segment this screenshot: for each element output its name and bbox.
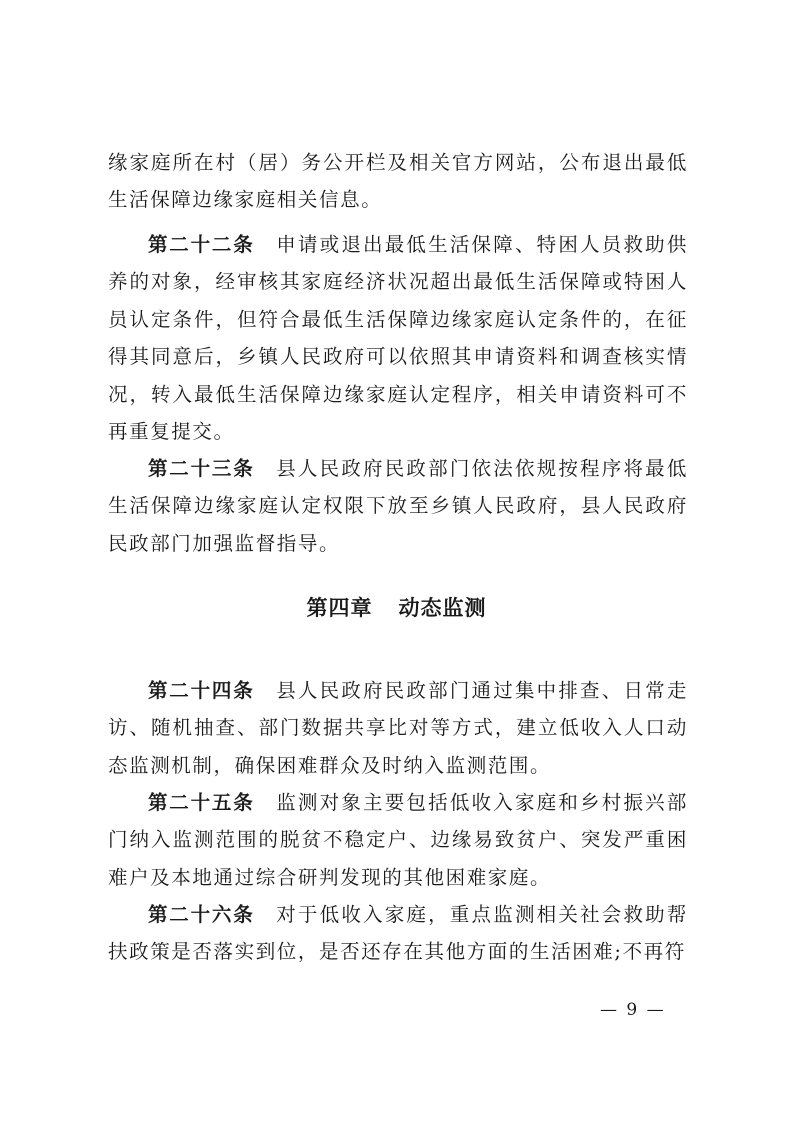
article-25 <box>108 784 688 896</box>
article-heading: 第二十五条 <box>148 791 255 814</box>
chapter-number: 第四章 <box>306 596 373 620</box>
article-heading: 第二十三条 <box>148 457 255 480</box>
chapter-heading <box>0 592 793 622</box>
article-text: 对于低收入家庭，重点监测相关社会救助帮扶政策是否落实到位，是否还存在其他方面的生活困难;不再符 <box>108 903 688 964</box>
article-text: 申请或退出最低生活保障、特困人员救助供养的对象，经审核其家庭经济状况超出最低生活保障或特困人员认定条件，但符合最低生活保障边缘家庭认定条件的，在征得其同意后，乡镇人民政府可以依照其申请资料和调查核实情况，转入最低生活保障边缘家庭认定程序，相关申请资料可不再重复提交。 <box>108 233 688 444</box>
article-heading: 第二十四条 <box>148 679 255 702</box>
article-text: 县人民政府民政部门通过集中排查、日常走访、随机抽查、部门数据共享比对等方式，建立低收入人口动态监测机制，确保困难群众及时纳入监测范围。 <box>108 679 688 777</box>
article-heading: 第二十六条 <box>148 903 255 926</box>
article-heading: 第二十二条 <box>148 233 255 256</box>
article-text: 县人民政府民政部门依法依规按程序将最低生活保障边缘家庭认定权限下放至乡镇人民政府，县人民政府民政部门加强监督指导。 <box>108 457 688 555</box>
article-text: 监测对象主要包括低收入家庭和乡村振兴部门纳入监测范围的脱贫不稳定户、边缘易致贫户、突发严重困难户及本地通过综合研判发现的其他困难家庭。 <box>108 791 688 889</box>
paragraph-continued <box>108 144 688 219</box>
article-22 <box>108 226 688 450</box>
article-23 <box>108 450 688 562</box>
article-24 <box>108 672 688 784</box>
article-26 <box>108 896 688 971</box>
paragraph-text: 缘家庭所在村（居）务公开栏及相关官方网站，公布退出最低生活保障边缘家庭相关信息。 <box>108 151 688 212</box>
chapter-title: 动态监测 <box>398 596 487 620</box>
page-number: — 9 — <box>600 1000 666 1020</box>
